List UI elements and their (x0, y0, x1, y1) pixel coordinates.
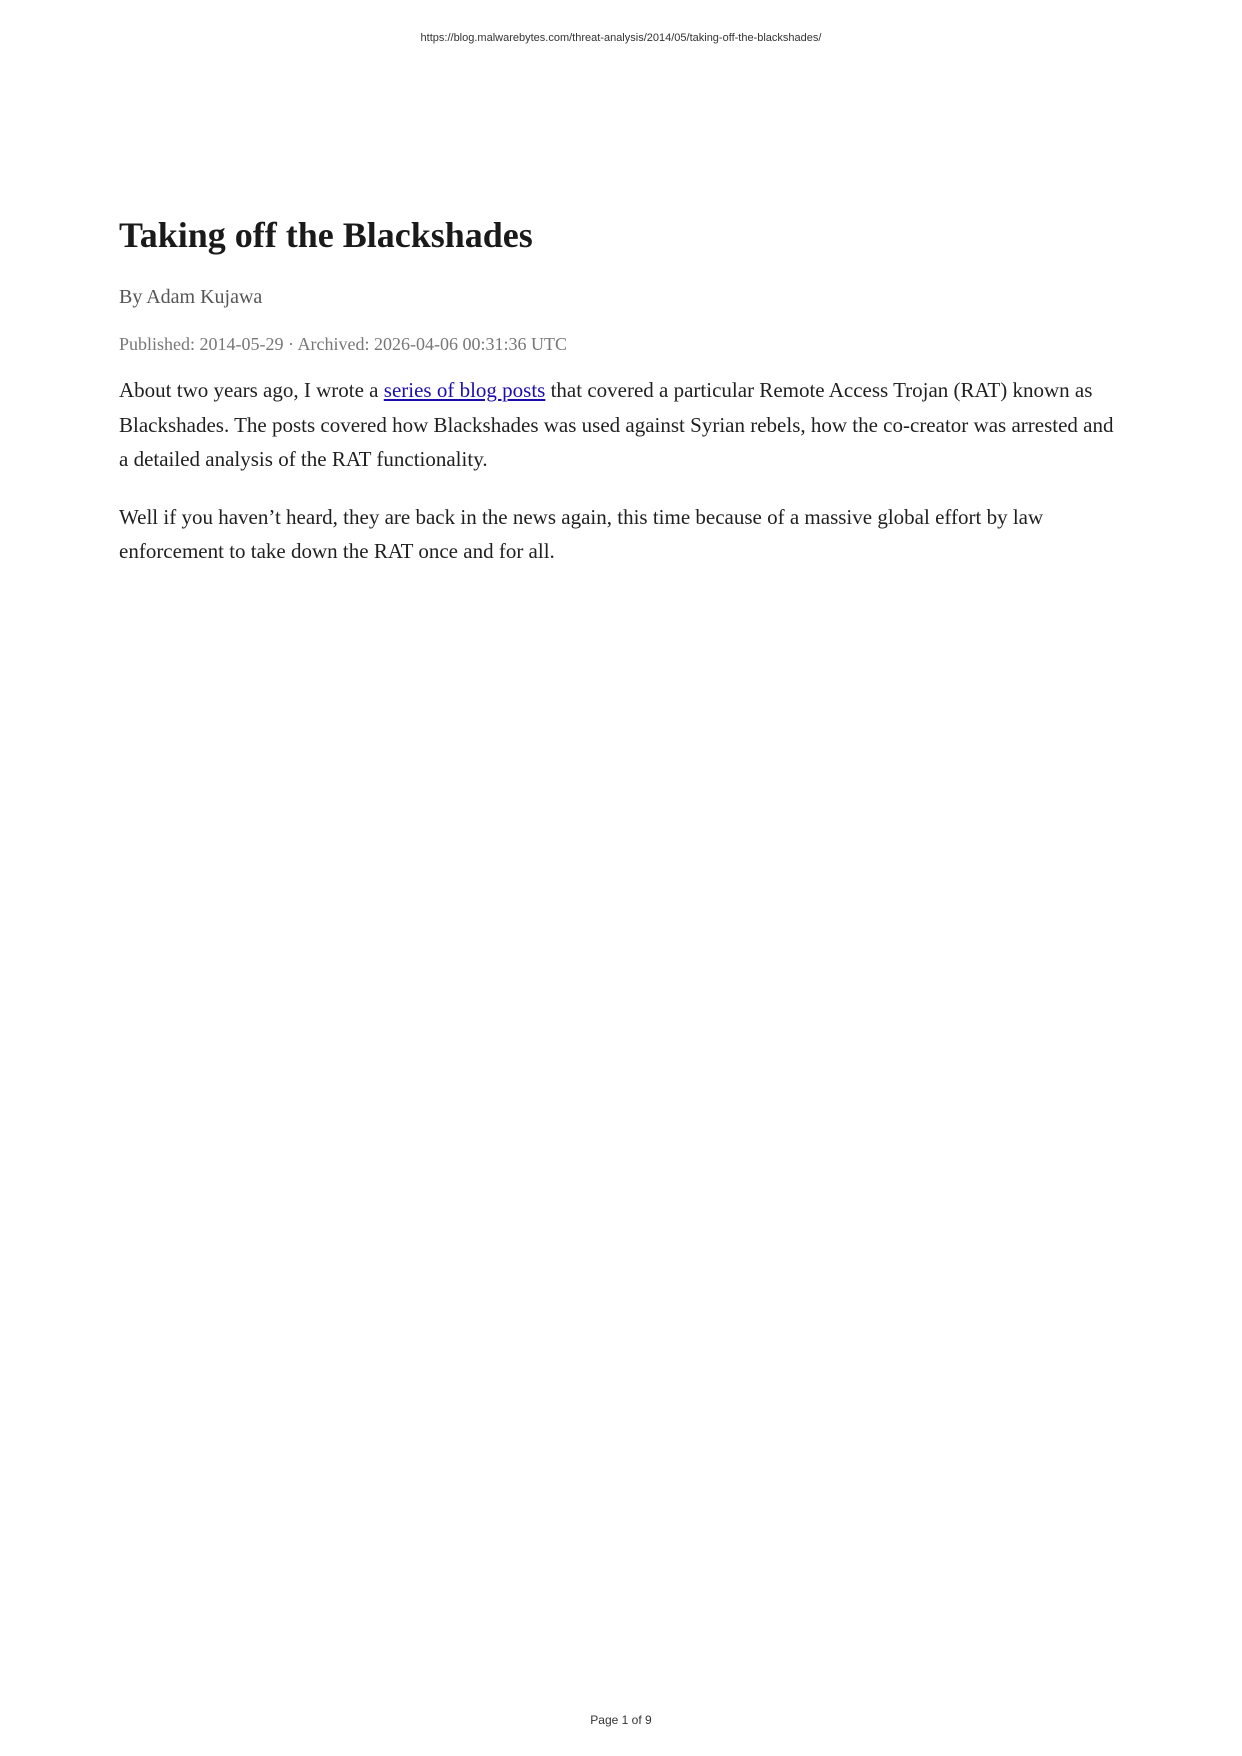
article-meta: Published: 2014-05-29 · Archived: 2026-04-06 00:31:36 UTC (119, 334, 567, 354)
article (119, 211, 1123, 592)
paragraph-text: About two years ago, I wrote a (119, 378, 384, 402)
page-header-url: https://blog.malwarebytes.com/threat-analysis/2014/05/taking-off-the-blackshades/ (420, 32, 822, 44)
article-paragraph-1 (119, 373, 1123, 477)
paragraph-text: that covered a particular Remote Access Trojan (RAT) known as Blackshades. The posts covered how Blackshades was used against Syrian rebels, how the co-creator was arrested and a detailed analysis of the RAT functionality. (119, 378, 1114, 471)
page-number: Page 1 of 9 (590, 1713, 652, 1727)
series-of-blog-posts-link[interactable]: series of blog posts (383, 378, 546, 402)
article-byline: By Adam Kujawa (119, 286, 263, 308)
article-title: Taking off the Blackshades (119, 215, 533, 255)
article-paragraph-2: Well if you haven’t heard, they are back in the news again, this time because of a massive global effort by law enforcement to take down the RAT once and for all. (119, 504, 1044, 563)
